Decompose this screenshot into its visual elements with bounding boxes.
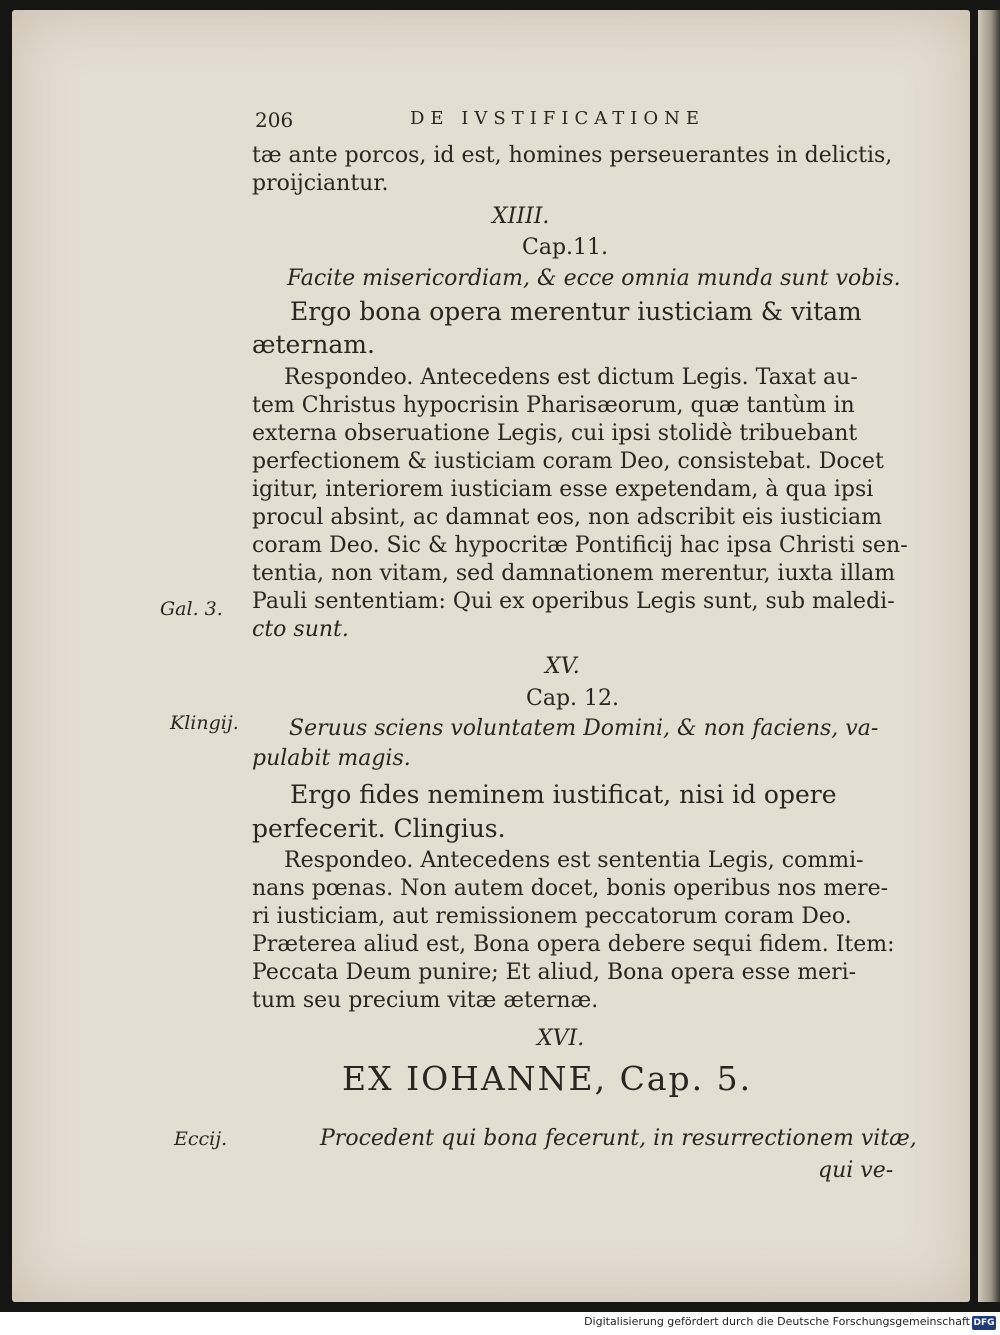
footer-bar [0, 1312, 1000, 1335]
section-number: XV. [545, 654, 580, 679]
chapter-ref: Cap.11. [522, 235, 609, 260]
text-line: Peccata Deum punire; Et aliud, Bona opera esse meri- [252, 960, 857, 985]
margin-note: Gal. 3. [160, 598, 223, 620]
argument-line: Ergo bona opera merentur iusticiam & vitam [290, 297, 862, 326]
text-line: externa obseruatione Legis, cui ipsi stolidè tribuebant [252, 421, 858, 446]
scripture-quote: Procedent qui bona fecerunt, in resurrectionem vitæ, [320, 1126, 917, 1151]
margin-note: Eccij. [174, 1128, 228, 1150]
argument-line: Ergo fides neminem iustificat, nisi id opere [290, 780, 837, 809]
text-line: tum seu precium vitæ æternæ. [252, 988, 599, 1013]
dfg-logo: DFG [973, 1318, 995, 1328]
text-line: nans pœnas. Non autem docet, bonis operibus nos mere- [252, 876, 889, 901]
text-line: Pauli sententiam: Qui ex operibus Legis sunt, sub maledi- [252, 589, 895, 614]
scripture-quote: Facite misericordiam, & ecce omnia munda sunt vobis. [287, 266, 901, 291]
argument-line: perfecerit. Clingius. [252, 814, 506, 843]
text-line: tæ ante porcos, id est, homines perseuerantes in delictis, [252, 143, 893, 168]
text-line: procul absint, ac damnat eos, non adscribit eis iusticiam [252, 505, 882, 530]
text-line: cto sunt. [252, 617, 349, 642]
section-heading: EX IOHANNE, Cap. 5. [342, 1059, 753, 1098]
running-title: DE IVSTIFICATIONE [410, 108, 705, 129]
catchword: qui ve- [818, 1158, 894, 1183]
text-line: tem Christus hypocrisin Pharisæorum, quæ tantùm in [252, 393, 855, 418]
scripture-quote: Seruus sciens voluntatem Domini, & non faciens, va- [289, 716, 879, 741]
argument-line: æternam. [252, 330, 375, 359]
text-line: perfectionem & iusticiam coram Deo, consistebat. Docet [252, 449, 884, 474]
footer-credit: Digitalisierung gefördert durch die Deutsche Forschungsgemeinschaft [584, 1315, 970, 1328]
text-line: Præterea aliud est, Bona opera debere sequi fidem. Item: [252, 932, 895, 957]
book-page [12, 10, 970, 1302]
text-line: tentia, non vitam, sed damnationem merentur, iuxta illam [252, 561, 896, 586]
text-line: proijciantur. [252, 171, 389, 196]
page-edge [978, 10, 1000, 1302]
text-line: igitur, interiorem iusticiam esse expetendam, à qua ipsi [252, 477, 874, 502]
section-number: XIIII. [492, 204, 550, 229]
section-number: XVI. [537, 1026, 585, 1051]
page-number: 206 [255, 108, 294, 132]
text-line: Respondeo. Antecedens est sententia Legis, commi- [284, 848, 864, 873]
margin-note: Klingij. [170, 712, 239, 734]
chapter-ref: Cap. 12. [526, 686, 620, 711]
text-line: Respondeo. Antecedens est dictum Legis. Taxat au- [284, 365, 858, 390]
scripture-quote: pulabit magis. [252, 746, 411, 771]
text-line: ri iusticiam, aut remissionem peccatorum coram Deo. [252, 904, 852, 929]
text-line: coram Deo. Sic & hypocritæ Pontificij hac ipsa Christi sen- [252, 533, 908, 558]
